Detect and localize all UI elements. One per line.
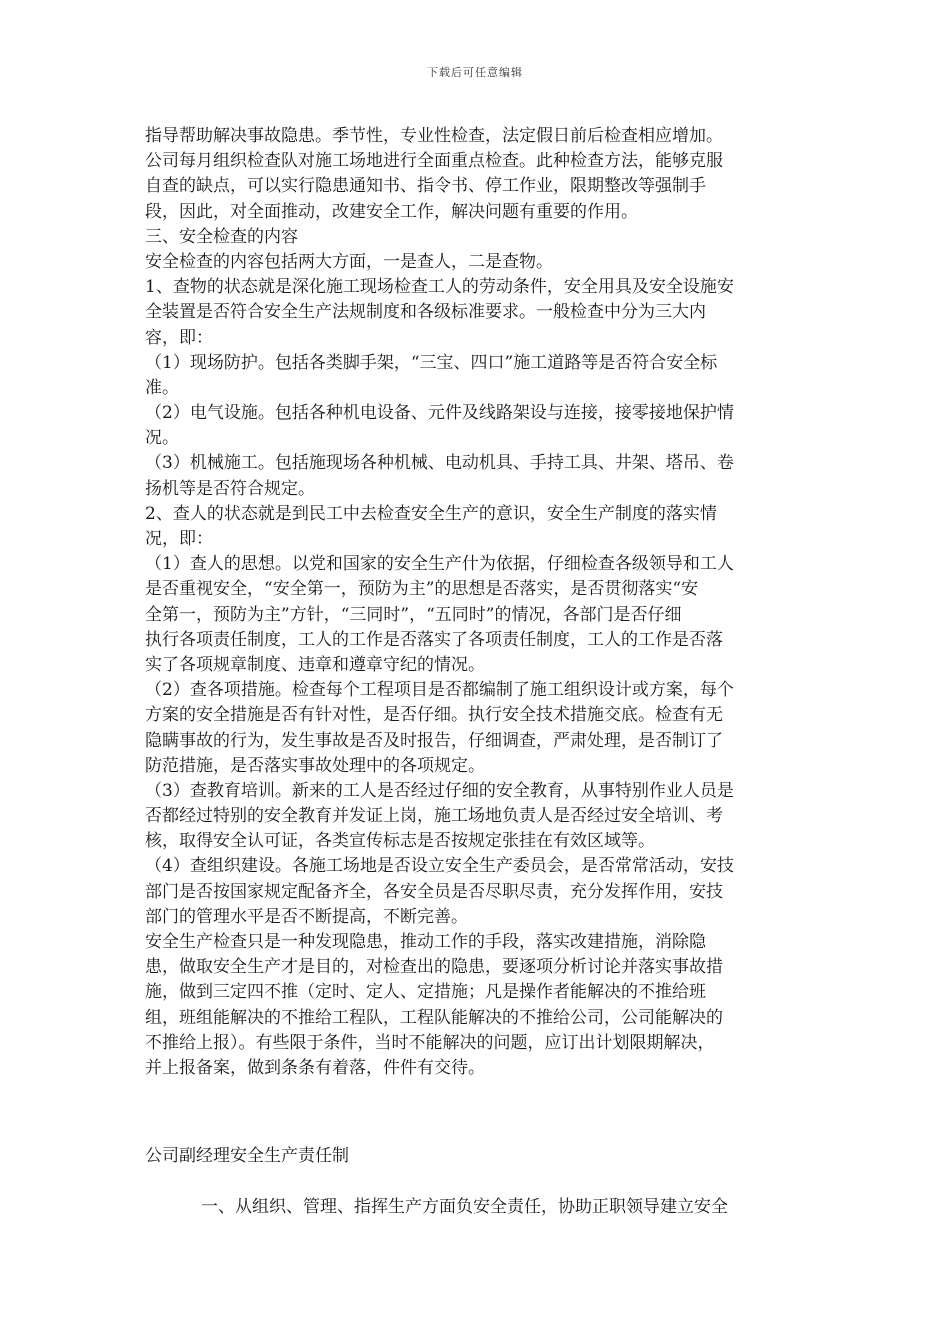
- text-line: （4）查组织建设。各施工场地是否设立安全生产委员会，是否常常活动，安技: [145, 856, 734, 877]
- text-line: 容，即：: [145, 327, 213, 348]
- text-line: 组，班组能解决的不推给工程队，工程队能解决的不推给公司，公司能解决的: [145, 1007, 723, 1028]
- text-line: 施，做到三定四不推（定时、定人、定措施；凡是操作者能解决的不推给班: [145, 982, 706, 1003]
- text-line: （2）电气设施。包括各种机电设备、元件及线路架设与连接，接零接地保护情: [145, 403, 734, 424]
- text-line: 段，因此，对全面推动，改建安全工作，解决问题有重要的作用。: [145, 201, 638, 222]
- text-line: （3）查教育培训。新来的工人是否经过仔细的安全教育，从事特别作业人员是: [145, 780, 734, 801]
- text-line: 并上报备案，做到条条有着落，件件有交待。: [145, 1057, 485, 1078]
- document-body: [145, 124, 810, 1081]
- text-line: 指导帮助解决事故隐患。季节性，专业性检查，法定假日前后检查相应增加。: [145, 126, 723, 146]
- text-line: 全第一，预防为主”方针，“三同时”，“五同时”的情况，各部门是否仔细: [145, 604, 682, 625]
- text-line: 部门是否按国家规定配备齐全，各安全员是否尽职尽责，充分发挥作用，安技: [145, 881, 723, 902]
- text-line: 准。: [145, 377, 179, 398]
- text-line: 1、查物的状态就是深化施工现场检查工人的劳动条件，安全用具及安全设施安: [145, 277, 734, 298]
- text-line: 全装置是否符合安全生产法规制度和各级标准要求。一般检查中分为三大内: [145, 302, 706, 323]
- section-title: 公司副经理安全生产责任制: [145, 1146, 349, 1166]
- text-line: 不推给上报）。有些限于条件，当时不能解决的问题，应订出计划限期解决，: [145, 1032, 715, 1053]
- text-line: 否都经过特别的安全教育并发证上岗，施工场地负责人是否经过安全培训、考: [145, 806, 723, 827]
- text-line: 扬机等是否符合规定。: [145, 478, 315, 499]
- text-line: 隐瞒事故的行为，发生事故是否及时报告，仔细调查，严肃处理，是否制订了: [145, 730, 723, 751]
- text-line: （1）现场防护。包括各类脚手架，“三宝、四口”施工道路等是否符合安全标: [145, 352, 718, 373]
- text-line: 防范措施，是否落实事故处理中的各项规定。: [145, 755, 485, 776]
- text-line: 部门的管理水平是否不断提高，不断完善。: [145, 906, 468, 927]
- text-line: 实了各项规章制度、违章和遵章守纪的情况。: [145, 654, 485, 675]
- text-line: 况，即：: [145, 529, 213, 549]
- text-line: 公司每月组织检查队对施工场地进行全面重点检查。此种检查方法，能够克服: [145, 151, 723, 172]
- section-first-paragraph: 一、从组织、管理、指挥生产方面负安全责任，协助正职领导建立安全: [201, 1197, 728, 1217]
- text-line: 2、查人的状态就是到民工中去检查安全生产的意识，安全生产制度的落实情: [145, 503, 717, 524]
- text-line: （1）查人的思想。以党和国家的安全生产什为依据，仔细检查各级领导和工人: [145, 554, 734, 575]
- text-line: 况。: [145, 428, 179, 449]
- text-line: （2）查各项措施。检查每个工程项目是否都编制了施工组织设计或方案，每个: [145, 680, 734, 701]
- text-line: 执行各项责任制度，工人的工作是否落实了各项责任制度，工人的工作是否落: [145, 629, 723, 650]
- text-line: 患，做取安全生产才是目的，对检查出的隐患，要逐项分析讨论并落实事故措: [145, 957, 723, 978]
- text-line: 方案的安全措施是否有针对性，是否仔细。执行安全技术措施交底。检查有无: [145, 705, 723, 726]
- text-line: 自查的缺点，可以实行隐患通知书、指令书、停工作业，限期整改等强制手: [145, 176, 706, 197]
- text-line: 是否重视安全，“安全第一，预防为主”的思想是否落实，是否贯彻落实“安: [145, 579, 699, 600]
- text-line: 三、安全检查的内容: [145, 226, 298, 247]
- page-header: 下载后可任意编辑: [427, 66, 523, 79]
- text-line: 安全检查的内容包括两大方面，一是查人，二是查物。: [145, 251, 553, 272]
- text-line: 安全生产检查只是一种发现隐患，推动工作的手段，落实改建措施，消除隐: [145, 932, 706, 952]
- text-line: 核，取得安全认可证，各类宣传标志是否按规定张挂在有效区域等。: [145, 831, 655, 852]
- text-line: （3）机械施工。包括施现场各种机械、电动机具、手持工具、井架、塔吊、卷: [145, 453, 734, 474]
